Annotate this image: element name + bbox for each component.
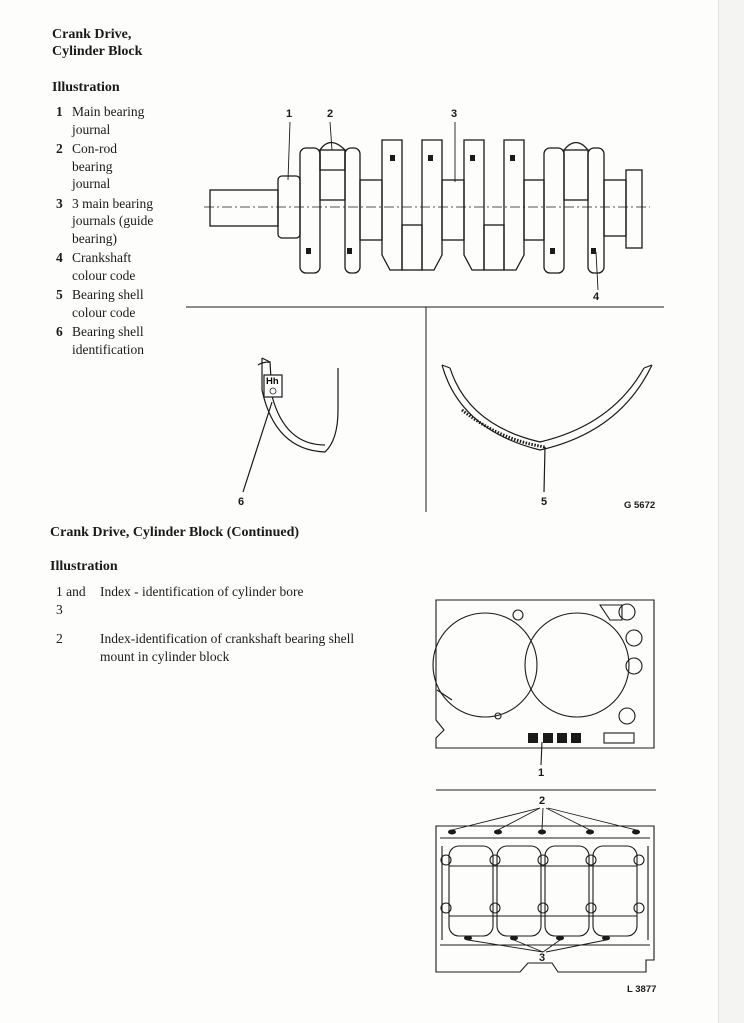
legend-item: 1 Main bearing journal: [56, 104, 145, 137]
callout-6: 6: [238, 496, 245, 508]
legend-item: 2 Index-identification of crankshaft bearing shell mount in cylinder block: [56, 631, 355, 664]
svg-text:Hh: Hh: [266, 376, 279, 387]
callout-5: 5: [541, 496, 548, 508]
legend-item: 4 Crankshaft colour code: [56, 250, 136, 283]
callout-2: 2: [539, 795, 546, 807]
callout-3: 3: [539, 952, 546, 964]
figure-code-g5672: G 5672: [624, 500, 656, 511]
legend-item: 2 Con-rod bearing journal: [56, 141, 117, 191]
callout-4: 4: [593, 291, 600, 303]
callout-1: 1: [286, 108, 293, 120]
legend-item: 5 Bearing shell colour code: [56, 287, 144, 320]
legend-item: 3 3 main bearing journals (guide bearing): [56, 195, 154, 246]
section2-title: Crank Drive, Cylinder Block (Continued): [50, 525, 300, 540]
section1-title-line1: Crank Drive,: [52, 27, 132, 42]
figure-code-l3877: L 3877: [627, 984, 657, 995]
section1-title-line2: Cylinder Block: [52, 44, 143, 59]
section2-subtitle: Illustration: [50, 559, 118, 574]
legend-item: 1 and 3 Index - identification of cylinder bore: [56, 584, 304, 617]
callout-3: 3: [451, 108, 458, 120]
callout-1: 1: [538, 767, 545, 779]
legend-item: 6 Bearing shell identification: [56, 324, 144, 357]
callout-2: 2: [327, 108, 334, 120]
section1-subtitle: Illustration: [52, 80, 120, 95]
